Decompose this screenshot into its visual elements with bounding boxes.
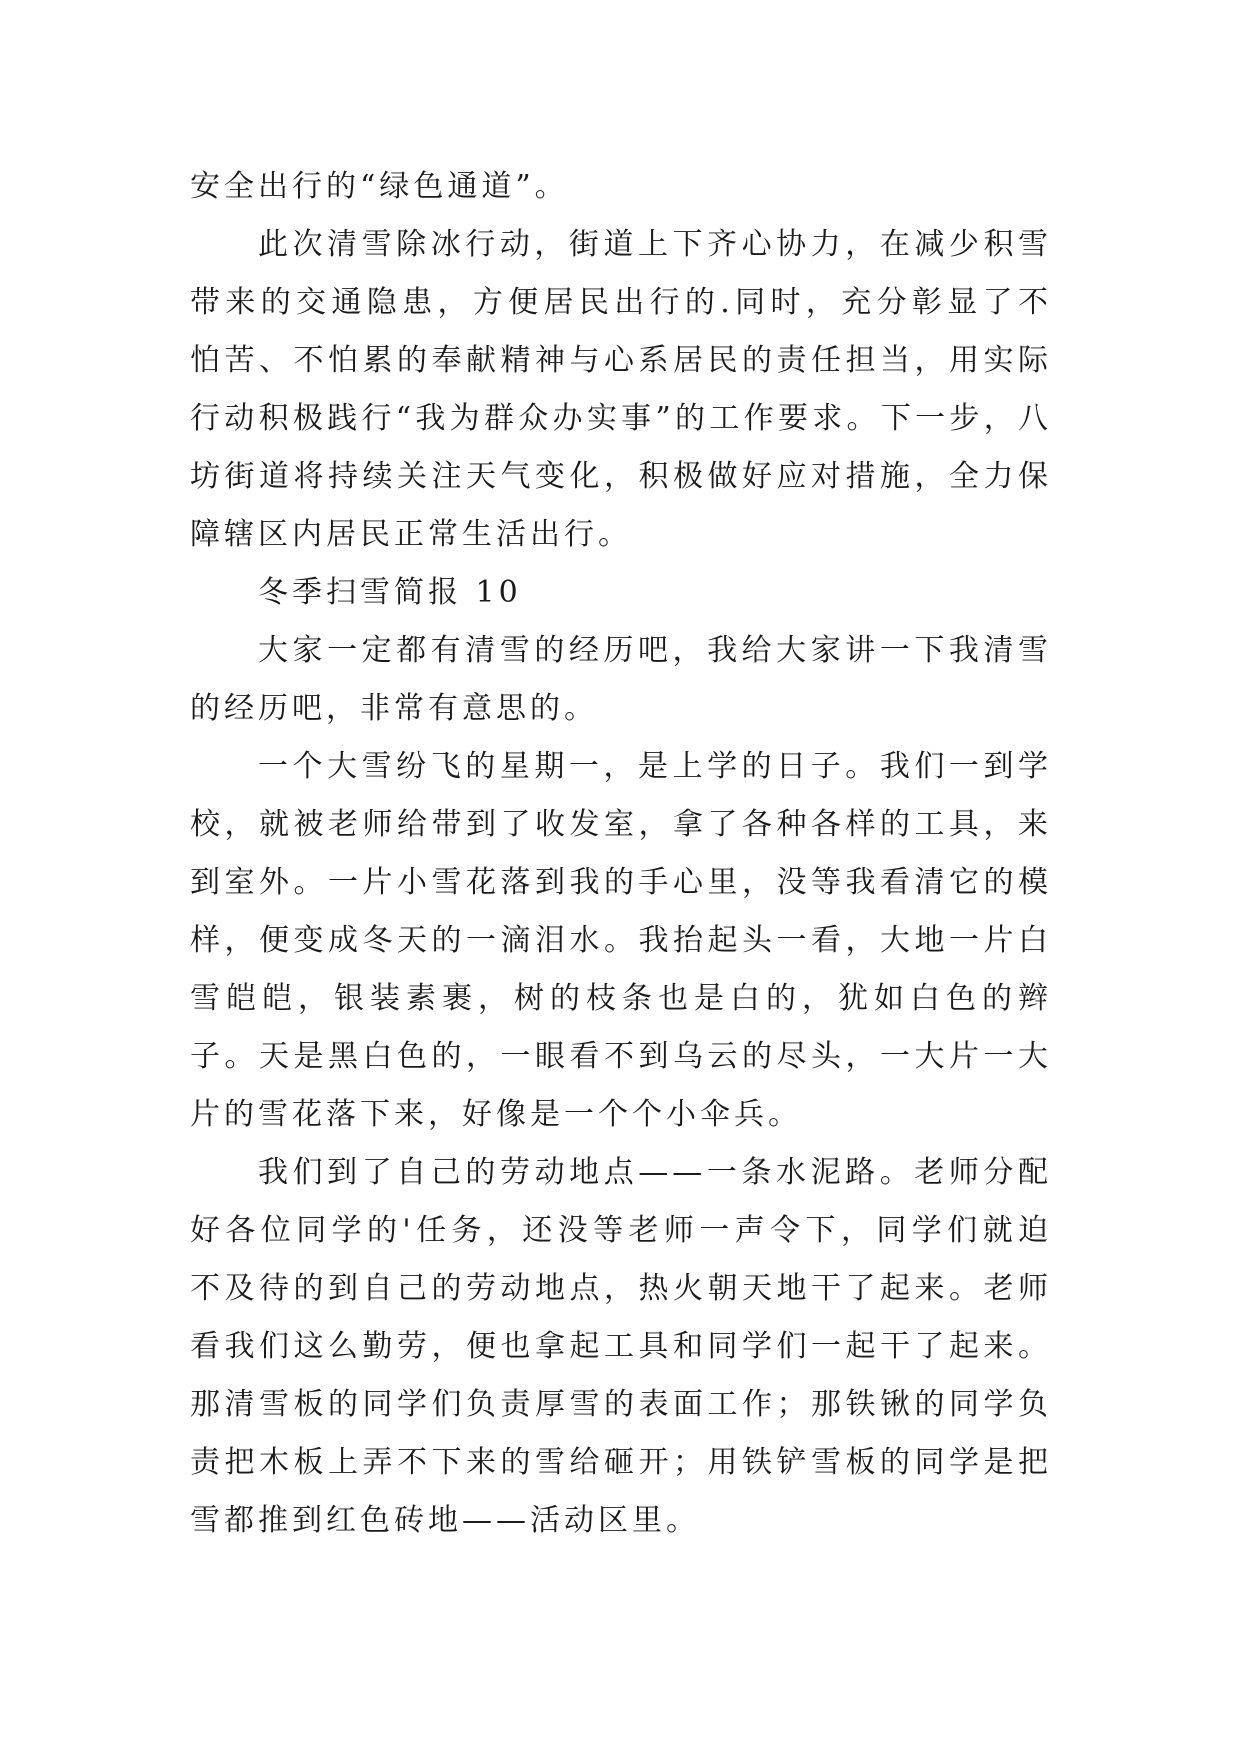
paragraph-snow-day: 一个大雪纷飞的星期一，是上学的日子。我们一到学校，就被老师给带到了收发室，拿了各种各样的工具，来到室外。一片小雪花落到我的手心里，没等我看清它的模样，便变成冬天的一滴泪水。我抬起头一看，大地一片白雪皑皑，银装素裹，树的枝条也是白的，犹如白色的辫子。天是黑白色的，一眼看不到乌云的尽头，一大片一大片的雪花落下来，好像是一个个小伞兵。 bbox=[190, 749, 1052, 1132]
document-body bbox=[190, 158, 1052, 1550]
section-heading: 冬季扫雪简报 10 bbox=[258, 575, 522, 610]
paragraph-work: 我们到了自己的劳动地点——一条水泥路。老师分配好各位同学的'任务，还没等老师一声令下，同学们就迫不及待的到自己的劳动地点，热火朝天地干了起来。老师看我们这么勤劳，便也拿起工具和同学们一起干了起来。那清雪板的同学们负责厚雪的表面工作；那铁锹的同学负责把木板上弄不下来的雪给砸开；用铁铲雪板的同学是把雪都推到红色砖地——活动区里。 bbox=[190, 1155, 1052, 1538]
paragraph-intro: 大家一定都有清雪的经历吧，我给大家讲一下我清雪的经历吧，非常有意思的。 bbox=[190, 633, 1052, 726]
paragraph-summary: 此次清雪除冰行动，街道上下齐心协力，在减少积雪带来的交通隐患，方便居民出行的.同时，充分彰显了不怕苦、不怕累的奉献精神与心系居民的责任担当，用实际行动积极践行“我为群众办实事”的工作要求。下一步，八坊街道将持续关注天气变化，积极做好应对措施，全力保障辖区内居民正常生活出行。 bbox=[190, 227, 1052, 552]
paragraph-continuation: 安全出行的“绿色通道”。 bbox=[190, 169, 569, 204]
